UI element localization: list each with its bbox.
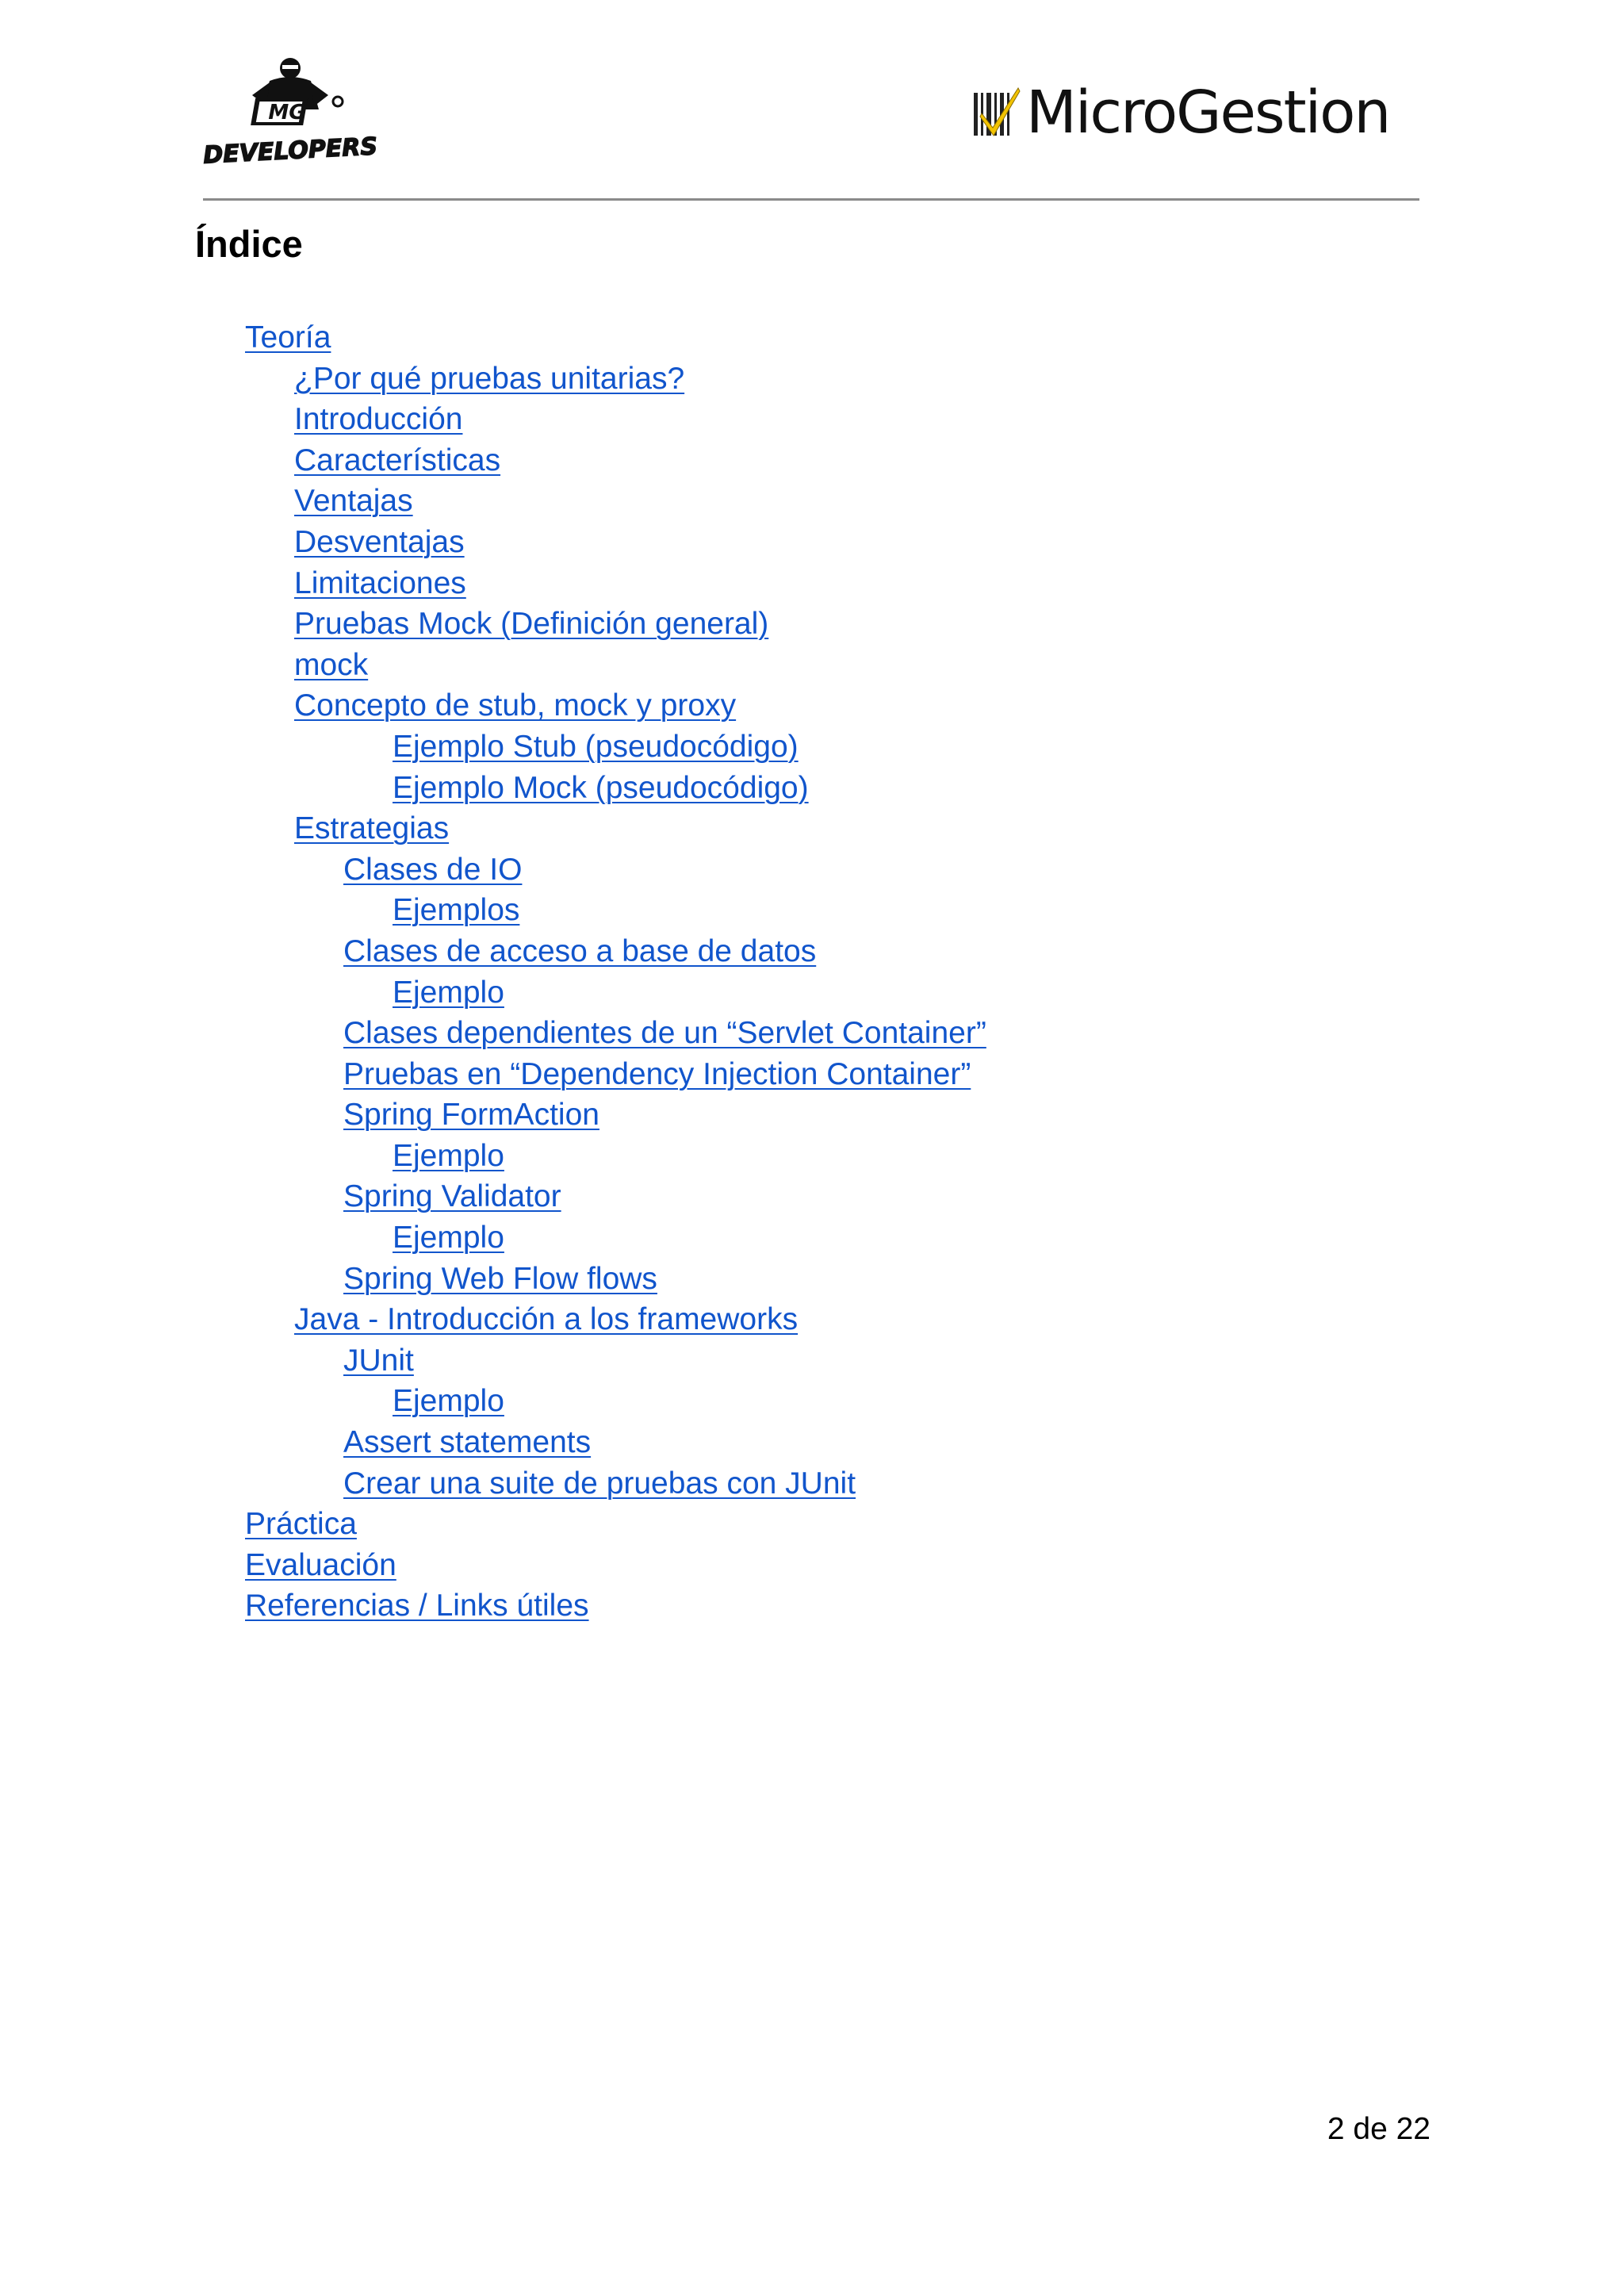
svg-text:MG: MG [268,101,306,125]
toc-item [0,726,986,768]
toc-link-ejemplo[interactable]: Ejemplo [393,1221,504,1255]
toc-link-spring-web-flow[interactable]: Spring Web Flow flows [343,1261,657,1296]
toc-item [0,1381,986,1422]
toc-item [0,1217,986,1259]
toc-link-ejemplo-mock[interactable]: Ejemplo Mock (pseudocódigo) [393,770,809,805]
microgestion-wordmark: MicroGestion [1026,79,1390,147]
toc-item [0,1504,986,1545]
toc-item [0,931,986,972]
mg-developers-logo-icon [202,54,378,170]
toc-link-assert-statements[interactable]: Assert statements [343,1425,592,1460]
toc-item [0,1299,986,1340]
toc-link-introduccion[interactable]: Introducción [294,402,463,437]
page-title: Índice [195,223,303,265]
toc-item [0,522,986,563]
toc-link-ejemplo[interactable]: Ejemplo [393,1384,504,1419]
toc-link-java-frameworks[interactable]: Java - Introducción a los frameworks [294,1302,799,1337]
toc-link-teoria[interactable]: Teoría [245,320,331,355]
toc-item [0,808,986,849]
toc-link-concepto-stub-mock-proxy[interactable]: Concepto de stub, mock y proxy [294,688,737,723]
toc-item [0,604,986,645]
toc-link-ejemplo[interactable]: Ejemplo [393,975,504,1010]
toc-item [0,1340,986,1382]
toc-link-spring-formaction[interactable]: Spring FormAction [343,1098,599,1133]
toc-link-caracteristicas[interactable]: Características [294,443,501,477]
toc-item [0,1136,986,1177]
toc-item [0,1422,986,1463]
toc-link-dependency-injection[interactable]: Pruebas en “Dependency Injection Container” [343,1056,971,1091]
toc-item [0,645,986,686]
toc-item [0,317,986,358]
toc-item [0,399,986,440]
toc-item [0,563,986,604]
toc-link-ejemplo[interactable]: Ejemplo [393,1138,504,1173]
toc-link-ejemplo-stub[interactable]: Ejemplo Stub (pseudocódigo) [393,729,799,764]
header-divider [203,198,1419,201]
toc-item [0,1463,986,1504]
toc-link-limitaciones[interactable]: Limitaciones [294,565,466,600]
svg-text:DEVELOPERS: DEVELOPERS [202,132,378,170]
toc-item [0,890,986,931]
toc-item [0,1545,986,1586]
microgestion-logo [972,79,1392,146]
toc-item [0,481,986,522]
toc-item [0,768,986,809]
toc-link-estrategias[interactable]: Estrategias [294,811,450,846]
toc-link-suite-junit[interactable]: Crear una suite de pruebas con JUnit [343,1466,856,1501]
toc-link-por-que-pruebas-unitarias[interactable]: ¿Por qué pruebas unitarias? [294,361,685,396]
toc-item [0,358,986,400]
toc-item [0,1176,986,1217]
toc-item [0,849,986,891]
toc-link-practica[interactable]: Práctica [245,1507,357,1542]
toc-item [0,440,986,481]
toc-link-referencias[interactable]: Referencias / Links útiles [245,1589,589,1623]
toc-link-ejemplos[interactable]: Ejemplos [393,893,520,928]
toc-item [0,1585,986,1627]
page-number: 2 de 22 [1327,2112,1431,2146]
toc-link-spring-validator[interactable]: Spring Validator [343,1179,561,1214]
toc-link-ventajas[interactable]: Ventajas [294,484,413,519]
toc-link-junit[interactable]: JUnit [343,1343,414,1378]
toc-link-clases-acceso-bd[interactable]: Clases de acceso a base de datos [343,933,817,968]
toc-item [0,1054,986,1095]
barcode-check-icon [972,86,1021,139]
toc-link-pruebas-mock[interactable]: Pruebas Mock (Definición general) [294,607,769,642]
toc-link-desventajas[interactable]: Desventajas [294,524,465,559]
toc-item [0,1013,986,1054]
toc-link-mock[interactable]: mock [294,647,369,682]
toc-item [0,685,986,726]
toc-item [0,972,986,1014]
toc-item [0,1259,986,1300]
toc-link-evaluacion[interactable]: Evaluación [245,1547,396,1582]
toc-link-servlet-container[interactable]: Clases dependientes de un “Servlet Container” [343,1016,986,1051]
table-of-contents [0,317,986,1627]
mg-developers-logo [202,54,378,170]
toc-item [0,1094,986,1136]
toc-link-clases-de-io[interactable]: Clases de IO [343,852,523,887]
